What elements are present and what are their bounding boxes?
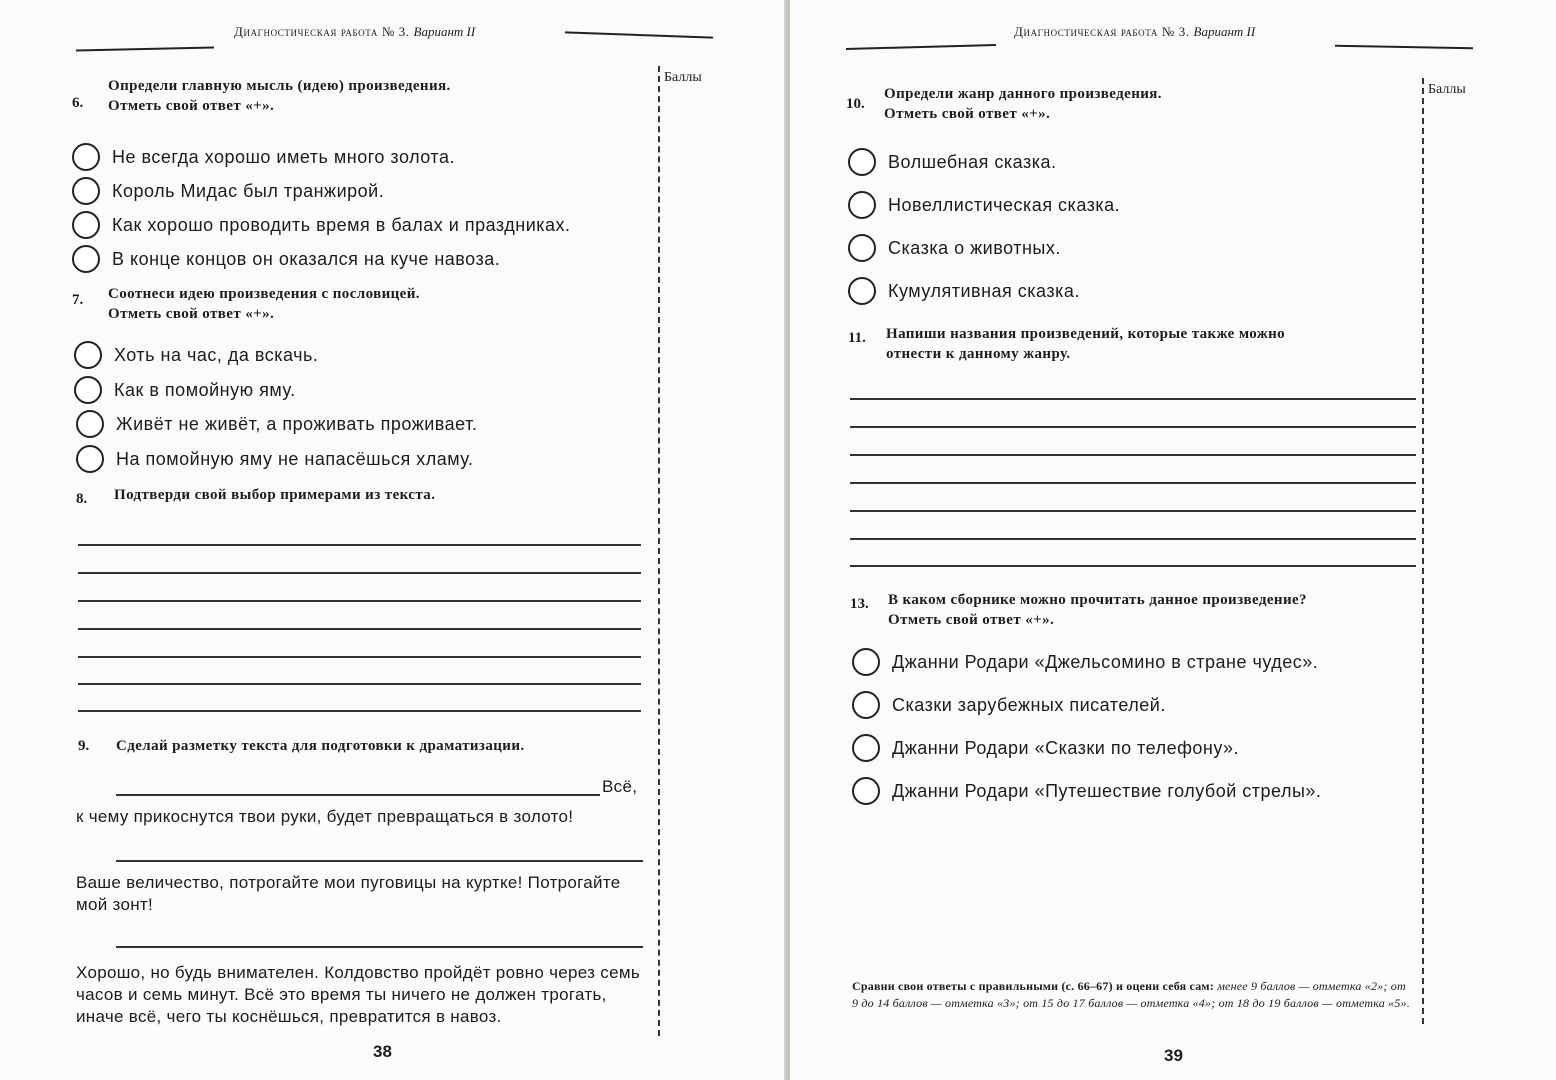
answer-line[interactable] [78,600,641,602]
answer-circle[interactable] [852,648,880,676]
header-rule [565,31,713,38]
answer-option[interactable]: Кумулятивная сказка. [848,274,1080,308]
text-fragment: Всё, [602,777,638,796]
header-title: Диагностическая работа № 3. Вариант II [234,24,476,39]
answer-option[interactable]: Как в помойную яму. [74,373,296,407]
answer-option[interactable]: Живёт не живёт, а проживать проживает. [76,407,477,441]
answer-circle[interactable] [852,691,880,719]
answer-circle[interactable] [76,410,104,438]
answer-option[interactable]: В конце концов он оказался на куче навоза. [72,242,500,276]
answer-option[interactable]: Не всегда хорошо иметь много золота. [72,140,455,174]
answer-line[interactable] [116,946,643,948]
question-7-text: Соотнеси идею произведения с пословицей. Отметь свой ответ «+». [108,286,420,322]
answer-option[interactable]: На помойную яму не напасёшься хламу. [76,442,474,476]
answer-line[interactable] [850,454,1416,456]
page-number: 38 [373,1042,392,1061]
answer-circle[interactable] [76,445,104,473]
question-number: 6. [72,95,84,111]
answer-circle[interactable] [74,376,102,404]
answer-circle[interactable] [848,234,876,262]
header-rule [1335,45,1473,49]
question-number: 11. [848,330,866,346]
header-title: Диагностическая работа № 3. Вариант II [1014,24,1256,39]
answer-option[interactable]: Джанни Родари «Путешествие голубой стрелы». [852,774,1321,808]
text-fragment: Ваше величество, потрогайте мои пуговицы на куртке! Потрогайте мой зонт! [76,873,621,914]
score-label: Баллы [664,70,702,85]
answer-circle[interactable] [848,277,876,305]
left-page-header [0,18,786,58]
header-rule [76,47,214,52]
question-6-text: Определи главную мысль (идею) произведения. Отметь свой ответ «+». [108,78,451,114]
answer-circle[interactable] [72,211,100,239]
answer-option[interactable]: Волшебная сказка. [848,145,1057,179]
header-rule [846,44,996,50]
answer-line[interactable] [850,398,1416,400]
answer-option[interactable]: Хоть на час, да вскачь. [74,338,318,372]
question-number: 10. [846,96,865,112]
answer-line[interactable] [78,572,641,574]
answer-line[interactable] [850,565,1416,567]
answer-line[interactable] [850,538,1416,540]
score-column [658,66,660,1036]
grading-note: Сравни свои ответы с правильными (с. 66–67) и оцени себя сам: менее 9 баллов — отметка «2»; от 9 до 14 баллов — отметка «3»; от 15 до 17 баллов — отметка «4»; от 18 до 19 баллов — отметка «5». [852,979,1410,1010]
question-9-text: Сделай разметку текста для подготовки к драматизации. [116,738,525,754]
right-page [790,0,1556,1080]
answer-line[interactable] [116,860,643,862]
question-number: 8. [76,491,88,507]
score-label: Баллы [1428,82,1466,97]
answer-line[interactable] [850,482,1416,484]
answer-option[interactable]: Сказки зарубежных писателей. [852,688,1166,722]
answer-circle[interactable] [848,148,876,176]
question-number: 13. [850,596,869,612]
page-number: 39 [1164,1046,1183,1065]
answer-line[interactable] [78,683,641,685]
answer-line[interactable] [78,544,641,546]
question-8-text: Подтверди свой выбор примерами из текста. [114,487,436,503]
answer-line[interactable] [78,710,641,712]
answer-circle[interactable] [74,341,102,369]
question-11-text: Напиши названия произведений, которые также можно отнести к данному жанру. [886,326,1286,362]
question-number: 9. [78,738,90,754]
text-fragment: к чему прикоснутся твои руки, будет превращаться в золото! [76,807,574,826]
answer-option[interactable]: Как хорошо проводить время в балах и праздниках. [72,208,571,242]
answer-line[interactable] [78,628,641,630]
text-fragment: Хорошо, но будь внимателен. Колдовство пройдёт ровно через семь часов и семь минут. Всё это время ты ничего не должен трогать, иначе всё, чего ты коснёшься, превратится в навоз. [76,963,640,1026]
answer-option[interactable]: Новеллистическая сказка. [848,188,1120,222]
answer-option[interactable]: Джанни Родари «Джельсомино в стране чудес». [852,645,1318,679]
answer-circle[interactable] [852,734,880,762]
answer-line[interactable] [850,426,1416,428]
answer-circle[interactable] [848,191,876,219]
question-10-text: Определи жанр данного произведения. Отметь свой ответ «+». [884,86,1162,122]
answer-circle[interactable] [852,777,880,805]
right-page-header [790,18,1556,58]
answer-option[interactable]: Король Мидас был транжирой. [72,174,384,208]
answer-circle[interactable] [72,245,100,273]
answer-line[interactable] [78,656,641,658]
score-column [1422,78,1424,1024]
answer-option[interactable]: Сказка о животных. [848,231,1061,265]
answer-option[interactable]: Джанни Родари «Сказки по телефону». [852,731,1239,765]
question-13-text: В каком сборнике можно прочитать данное произведение? Отметь свой ответ «+». [888,592,1307,628]
answer-line[interactable] [850,510,1416,512]
answer-line[interactable] [116,794,600,796]
answer-circle[interactable] [72,143,100,171]
question-number: 7. [72,292,84,308]
answer-circle[interactable] [72,177,100,205]
